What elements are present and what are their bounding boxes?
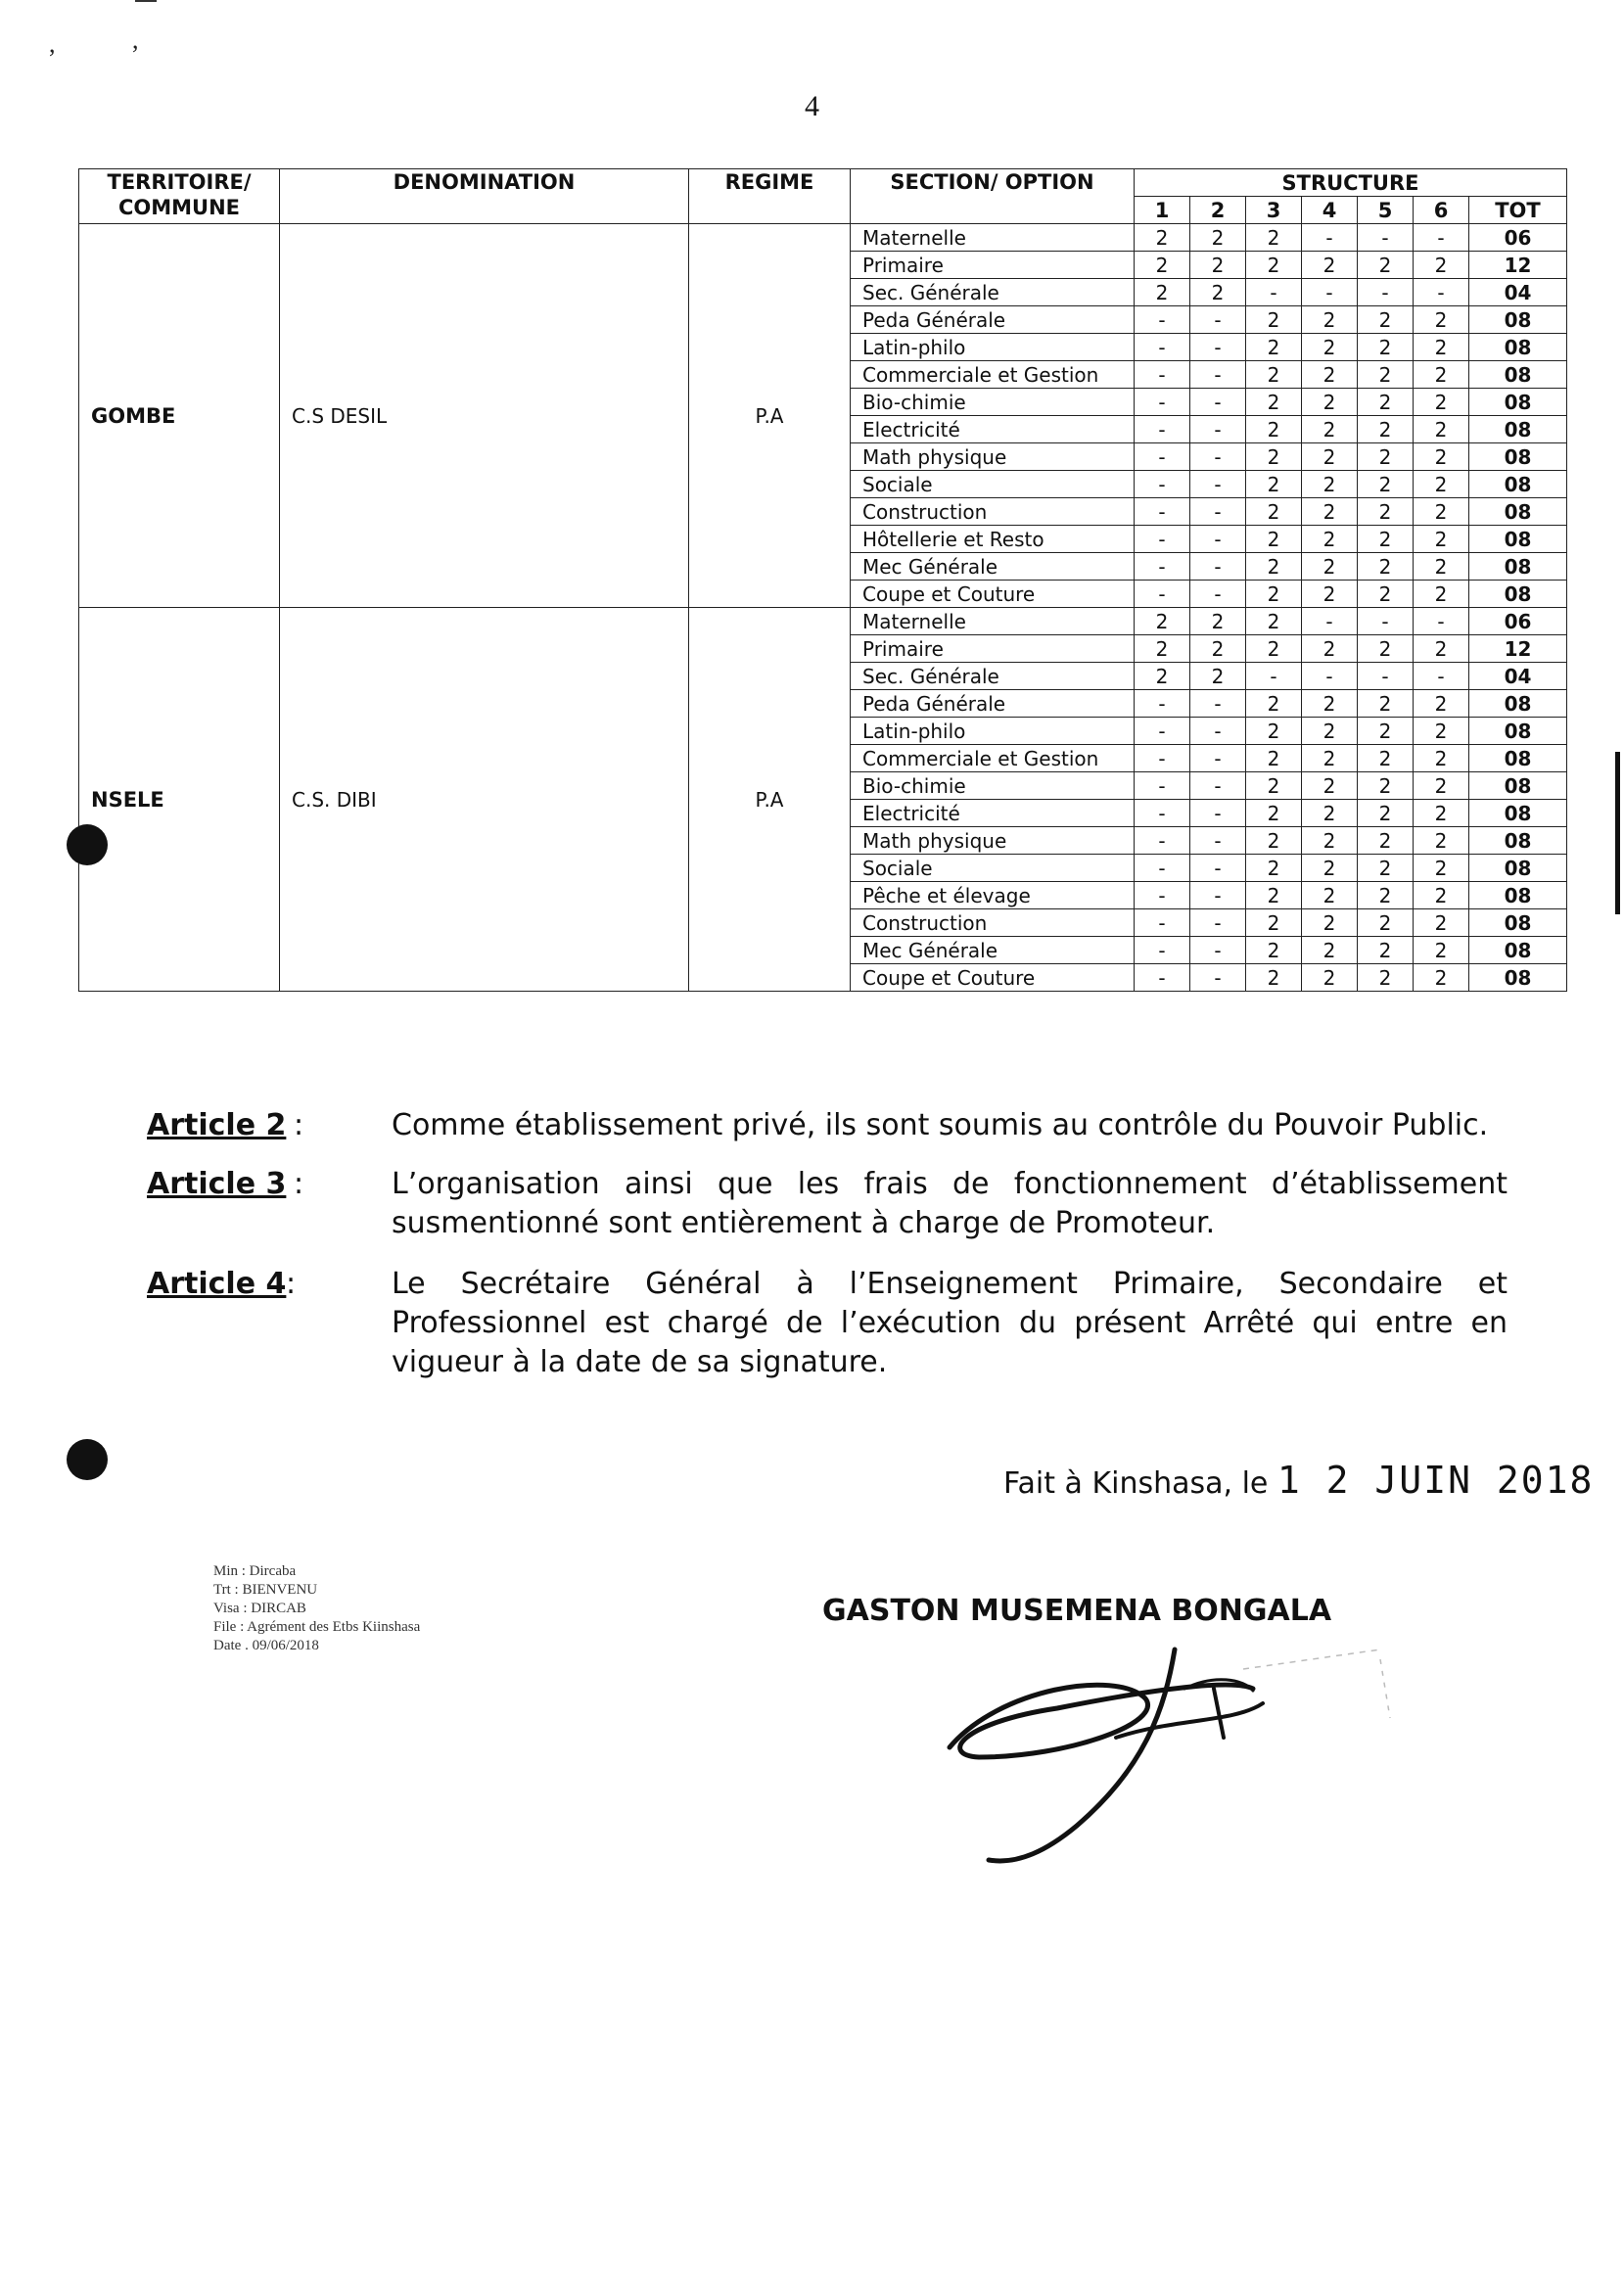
year-2-cell: - [1190,937,1246,964]
signatory-name: GASTON MUSEMENA BONGALA [822,1594,1332,1628]
year-2-cell: - [1190,690,1246,718]
year-5-cell: 2 [1358,306,1414,334]
header-year-5: 5 [1358,197,1414,224]
structure-table-body [79,224,1567,992]
year-2-cell: - [1190,772,1246,800]
tot-cell: 08 [1469,855,1567,882]
year-1-cell: - [1135,937,1190,964]
option-cell: Construction [851,909,1135,937]
year-6-cell: 2 [1414,909,1469,937]
scan-dot [67,1439,108,1480]
year-3-cell: 2 [1246,882,1302,909]
year-4-cell: 2 [1302,772,1358,800]
year-5-cell: 2 [1358,745,1414,772]
tot-cell: 08 [1469,964,1567,992]
year-2-cell: - [1190,882,1246,909]
header-structure: STRUCTURE [1135,169,1567,197]
article-colon: : [294,1167,304,1201]
year-6-cell: 2 [1414,389,1469,416]
year-1-cell: - [1135,526,1190,553]
file-ref-line: Min : Dircaba [213,1563,297,1579]
year-4-cell: 2 [1302,937,1358,964]
tot-cell: 08 [1469,882,1567,909]
year-1-cell: - [1135,964,1190,992]
year-3-cell: - [1246,663,1302,690]
year-1-cell: - [1135,389,1190,416]
year-1-cell: 2 [1135,279,1190,306]
year-1-cell: - [1135,581,1190,608]
header-year-4: 4 [1302,197,1358,224]
year-5-cell: 2 [1358,909,1414,937]
article-text: L’organisation ainsi que les frais de fonctionnement d’établissement susmentionné sont entièrement à charge de Promoteur. [392,1167,1508,1240]
year-5-cell: 2 [1358,937,1414,964]
year-6-cell: 2 [1414,718,1469,745]
year-6-cell: - [1414,663,1469,690]
year-4-cell: 2 [1302,306,1358,334]
year-2-cell: - [1190,443,1246,471]
year-6-cell: 2 [1414,964,1469,992]
year-6-cell: 2 [1414,471,1469,498]
year-6-cell: 2 [1414,882,1469,909]
year-4-cell: 2 [1302,800,1358,827]
year-3-cell: 2 [1246,498,1302,526]
year-5-cell: 2 [1358,361,1414,389]
year-5-cell: 2 [1358,581,1414,608]
option-cell: Sociale [851,471,1135,498]
option-cell: Pêche et élevage [851,882,1135,909]
option-cell: Mec Générale [851,937,1135,964]
year-2-cell: 2 [1190,224,1246,252]
option-cell: Math physique [851,443,1135,471]
year-1-cell: 2 [1135,635,1190,663]
year-4-cell: 2 [1302,718,1358,745]
option-cell: Maternelle [851,224,1135,252]
article-label: Article 4 [147,1267,287,1301]
year-6-cell: 2 [1414,772,1469,800]
year-4-cell: 2 [1302,745,1358,772]
year-4-cell: 2 [1302,526,1358,553]
option-cell: Primaire [851,635,1135,663]
year-3-cell: 2 [1246,581,1302,608]
file-ref-line: Date . 09/06/2018 [213,1638,319,1653]
year-4-cell: - [1302,608,1358,635]
tot-cell: 08 [1469,361,1567,389]
year-3-cell: 2 [1246,224,1302,252]
regime-cell: P.A [689,224,851,608]
year-4-cell: 2 [1302,498,1358,526]
year-2-cell: 2 [1190,252,1246,279]
year-5-cell: 2 [1358,498,1414,526]
year-4-cell: 2 [1302,389,1358,416]
year-1-cell: - [1135,772,1190,800]
year-3-cell: 2 [1246,526,1302,553]
year-4-cell: 2 [1302,909,1358,937]
year-4-cell: 2 [1302,471,1358,498]
header-year-1: 1 [1135,197,1190,224]
year-2-cell: - [1190,389,1246,416]
year-6-cell: 2 [1414,306,1469,334]
year-3-cell: 2 [1246,772,1302,800]
year-4-cell: 2 [1302,553,1358,581]
year-4-cell: 2 [1302,855,1358,882]
option-cell: Mec Générale [851,553,1135,581]
page-number: 4 [805,90,819,122]
year-4-cell: - [1302,279,1358,306]
year-6-cell: 2 [1414,581,1469,608]
year-4-cell: 2 [1302,827,1358,855]
year-3-cell: 2 [1246,635,1302,663]
year-3-cell: 2 [1246,553,1302,581]
year-2-cell: - [1190,855,1246,882]
year-5-cell: - [1358,608,1414,635]
article-colon: : [294,1108,304,1142]
option-cell: Construction [851,498,1135,526]
article-label: Article 2 [147,1108,287,1142]
territoire-cell: GOMBE [79,224,280,608]
option-cell: Latin-philo [851,334,1135,361]
tot-cell: 08 [1469,745,1567,772]
year-4-cell: 2 [1302,416,1358,443]
file-ref-line: File : Agrément des Etbs Kiinshasa [213,1619,421,1635]
denomination-cell: C.S DESIL [280,224,689,608]
year-3-cell: 2 [1246,964,1302,992]
year-3-cell: 2 [1246,690,1302,718]
option-cell: Electricité [851,800,1135,827]
year-2-cell: - [1190,909,1246,937]
year-3-cell: 2 [1246,827,1302,855]
year-4-cell: - [1302,224,1358,252]
year-5-cell: 2 [1358,389,1414,416]
tot-cell: 04 [1469,279,1567,306]
article-label: Article 3 [147,1167,287,1201]
tot-cell: 06 [1469,608,1567,635]
year-6-cell: 2 [1414,745,1469,772]
year-1-cell: - [1135,718,1190,745]
date-stamp: 1 2 JUIN 2018 [1276,1459,1595,1502]
year-2-cell: - [1190,471,1246,498]
year-6-cell: 2 [1414,635,1469,663]
option-cell: Bio-chimie [851,389,1135,416]
year-1-cell: - [1135,361,1190,389]
option-cell: Bio-chimie [851,772,1135,800]
year-4-cell: 2 [1302,252,1358,279]
file-ref-line: Visa : DIRCAB [213,1601,306,1616]
option-cell: Coupe et Couture [851,581,1135,608]
year-5-cell: 2 [1358,334,1414,361]
year-6-cell: 2 [1414,827,1469,855]
tot-cell: 08 [1469,827,1567,855]
signature-mark [920,1630,1429,1865]
tot-cell: 08 [1469,553,1567,581]
option-cell: Commerciale et Gestion [851,361,1135,389]
year-1-cell: - [1135,416,1190,443]
option-cell: Maternelle [851,608,1135,635]
year-5-cell: 2 [1358,718,1414,745]
article-text: Comme établissement privé, ils sont soumis au contrôle du Pouvoir Public. [392,1108,1489,1142]
year-6-cell: 2 [1414,252,1469,279]
year-5-cell: 2 [1358,964,1414,992]
year-5-cell: 2 [1358,827,1414,855]
year-5-cell: 2 [1358,471,1414,498]
year-3-cell: 2 [1246,937,1302,964]
header-territoire: TERRITOIRE/ COMMUNE [79,169,280,224]
option-cell: Sec. Générale [851,663,1135,690]
regime-cell: P.A [689,608,851,992]
year-2-cell: 2 [1190,635,1246,663]
year-1-cell: - [1135,553,1190,581]
file-reference [213,1562,420,1655]
year-5-cell: 2 [1358,800,1414,827]
year-3-cell: 2 [1246,855,1302,882]
tot-cell: 08 [1469,334,1567,361]
year-3-cell: 2 [1246,800,1302,827]
option-cell: Peda Générale [851,306,1135,334]
tot-cell: 08 [1469,306,1567,334]
year-6-cell: - [1414,279,1469,306]
year-3-cell: 2 [1246,471,1302,498]
year-1-cell: - [1135,306,1190,334]
year-4-cell: 2 [1302,882,1358,909]
year-1-cell: 2 [1135,224,1190,252]
scan-mark: , [49,29,56,58]
year-1-cell: - [1135,443,1190,471]
year-4-cell: 2 [1302,334,1358,361]
year-5-cell: 2 [1358,252,1414,279]
tot-cell: 08 [1469,772,1567,800]
year-2-cell: - [1190,416,1246,443]
year-6-cell: 2 [1414,443,1469,471]
year-5-cell: - [1358,224,1414,252]
denomination-cell: C.S. DIBI [280,608,689,992]
year-2-cell: 2 [1190,663,1246,690]
year-5-cell: 2 [1358,855,1414,882]
scan-edge-mark [1615,752,1620,914]
year-2-cell: - [1190,498,1246,526]
year-5-cell: 2 [1358,443,1414,471]
year-6-cell: 2 [1414,526,1469,553]
year-6-cell: 2 [1414,937,1469,964]
year-3-cell: 2 [1246,389,1302,416]
header-tot: TOT [1469,197,1567,224]
year-5-cell: - [1358,279,1414,306]
scan-dot [67,824,108,865]
year-2-cell: - [1190,718,1246,745]
year-1-cell: - [1135,745,1190,772]
year-4-cell: - [1302,663,1358,690]
place-date-line [1003,1459,1594,1502]
header-year-6: 6 [1414,197,1469,224]
tot-cell: 08 [1469,526,1567,553]
year-3-cell: 2 [1246,306,1302,334]
tot-cell: 08 [1469,800,1567,827]
option-cell: Primaire [851,252,1135,279]
year-6-cell: 2 [1414,855,1469,882]
tot-cell: 04 [1469,663,1567,690]
option-cell: Peda Générale [851,690,1135,718]
option-cell: Sec. Générale [851,279,1135,306]
structure-table [78,168,1567,992]
header-regime: REGIME [689,169,851,224]
header-year-3: 3 [1246,197,1302,224]
year-5-cell: 2 [1358,416,1414,443]
year-5-cell: - [1358,663,1414,690]
year-2-cell: - [1190,306,1246,334]
tot-cell: 08 [1469,389,1567,416]
year-3-cell: 2 [1246,718,1302,745]
year-3-cell: 2 [1246,909,1302,937]
year-1-cell: 2 [1135,663,1190,690]
year-1-cell: - [1135,882,1190,909]
header-year-2: 2 [1190,197,1246,224]
year-3-cell: 2 [1246,334,1302,361]
year-3-cell: 2 [1246,745,1302,772]
tot-cell: 08 [1469,690,1567,718]
year-2-cell: - [1190,334,1246,361]
year-4-cell: 2 [1302,690,1358,718]
year-1-cell: - [1135,498,1190,526]
year-2-cell: - [1190,745,1246,772]
tot-cell: 06 [1469,224,1567,252]
year-3-cell: 2 [1246,252,1302,279]
year-1-cell: - [1135,909,1190,937]
article-text: Le Secrétaire Général à l’Enseignement Primaire, Secondaire et Professionnel est chargé de l’exécution du présent Arrêté qui entre en vigueur à la date de sa signature. [392,1267,1508,1379]
year-3-cell: 2 [1246,443,1302,471]
year-6-cell: 2 [1414,334,1469,361]
tot-cell: 08 [1469,718,1567,745]
year-6-cell: 2 [1414,690,1469,718]
year-1-cell: 2 [1135,608,1190,635]
tot-cell: 08 [1469,909,1567,937]
year-4-cell: 2 [1302,361,1358,389]
year-1-cell: - [1135,855,1190,882]
scan-mark: , [132,25,139,54]
option-cell: Latin-philo [851,718,1135,745]
option-cell: Math physique [851,827,1135,855]
option-cell: Electricité [851,416,1135,443]
tot-cell: 08 [1469,498,1567,526]
tot-cell: 08 [1469,416,1567,443]
year-6-cell: - [1414,224,1469,252]
scan-line [135,0,157,2]
table-row [79,608,1567,635]
year-1-cell: - [1135,800,1190,827]
year-2-cell: - [1190,553,1246,581]
tot-cell: 08 [1469,937,1567,964]
year-6-cell: 2 [1414,553,1469,581]
year-1-cell: - [1135,690,1190,718]
header-denomination: DENOMINATION [280,169,689,224]
file-ref-line: Trt : BIENVENU [213,1582,318,1598]
tot-cell: 08 [1469,471,1567,498]
option-cell: Coupe et Couture [851,964,1135,992]
year-2-cell: - [1190,361,1246,389]
year-6-cell: 2 [1414,361,1469,389]
place-text: Fait à Kinshasa, le [1003,1466,1269,1501]
tot-cell: 08 [1469,443,1567,471]
year-6-cell: 2 [1414,498,1469,526]
year-2-cell: - [1190,581,1246,608]
year-5-cell: 2 [1358,882,1414,909]
option-cell: Commerciale et Gestion [851,745,1135,772]
year-4-cell: 2 [1302,581,1358,608]
year-5-cell: 2 [1358,526,1414,553]
year-5-cell: 2 [1358,772,1414,800]
option-cell: Hôtellerie et Resto [851,526,1135,553]
option-cell: Sociale [851,855,1135,882]
year-2-cell: - [1190,526,1246,553]
tot-cell: 12 [1469,252,1567,279]
year-6-cell: 2 [1414,416,1469,443]
year-6-cell: - [1414,608,1469,635]
tot-cell: 12 [1469,635,1567,663]
year-1-cell: - [1135,334,1190,361]
year-5-cell: 2 [1358,553,1414,581]
year-4-cell: 2 [1302,443,1358,471]
article-colon: : [286,1267,297,1301]
year-1-cell: - [1135,471,1190,498]
year-1-cell: - [1135,827,1190,855]
year-2-cell: 2 [1190,608,1246,635]
table-row [79,224,1567,252]
year-4-cell: 2 [1302,964,1358,992]
year-3-cell: 2 [1246,416,1302,443]
year-2-cell: - [1190,800,1246,827]
year-3-cell: - [1246,279,1302,306]
year-5-cell: 2 [1358,635,1414,663]
year-6-cell: 2 [1414,800,1469,827]
tot-cell: 08 [1469,581,1567,608]
year-2-cell: 2 [1190,279,1246,306]
territoire-cell: NSELE [79,608,280,992]
year-3-cell: 2 [1246,361,1302,389]
year-5-cell: 2 [1358,690,1414,718]
year-1-cell: 2 [1135,252,1190,279]
year-4-cell: 2 [1302,635,1358,663]
header-section-option: SECTION/ OPTION [851,169,1135,224]
year-2-cell: - [1190,964,1246,992]
year-3-cell: 2 [1246,608,1302,635]
year-2-cell: - [1190,827,1246,855]
